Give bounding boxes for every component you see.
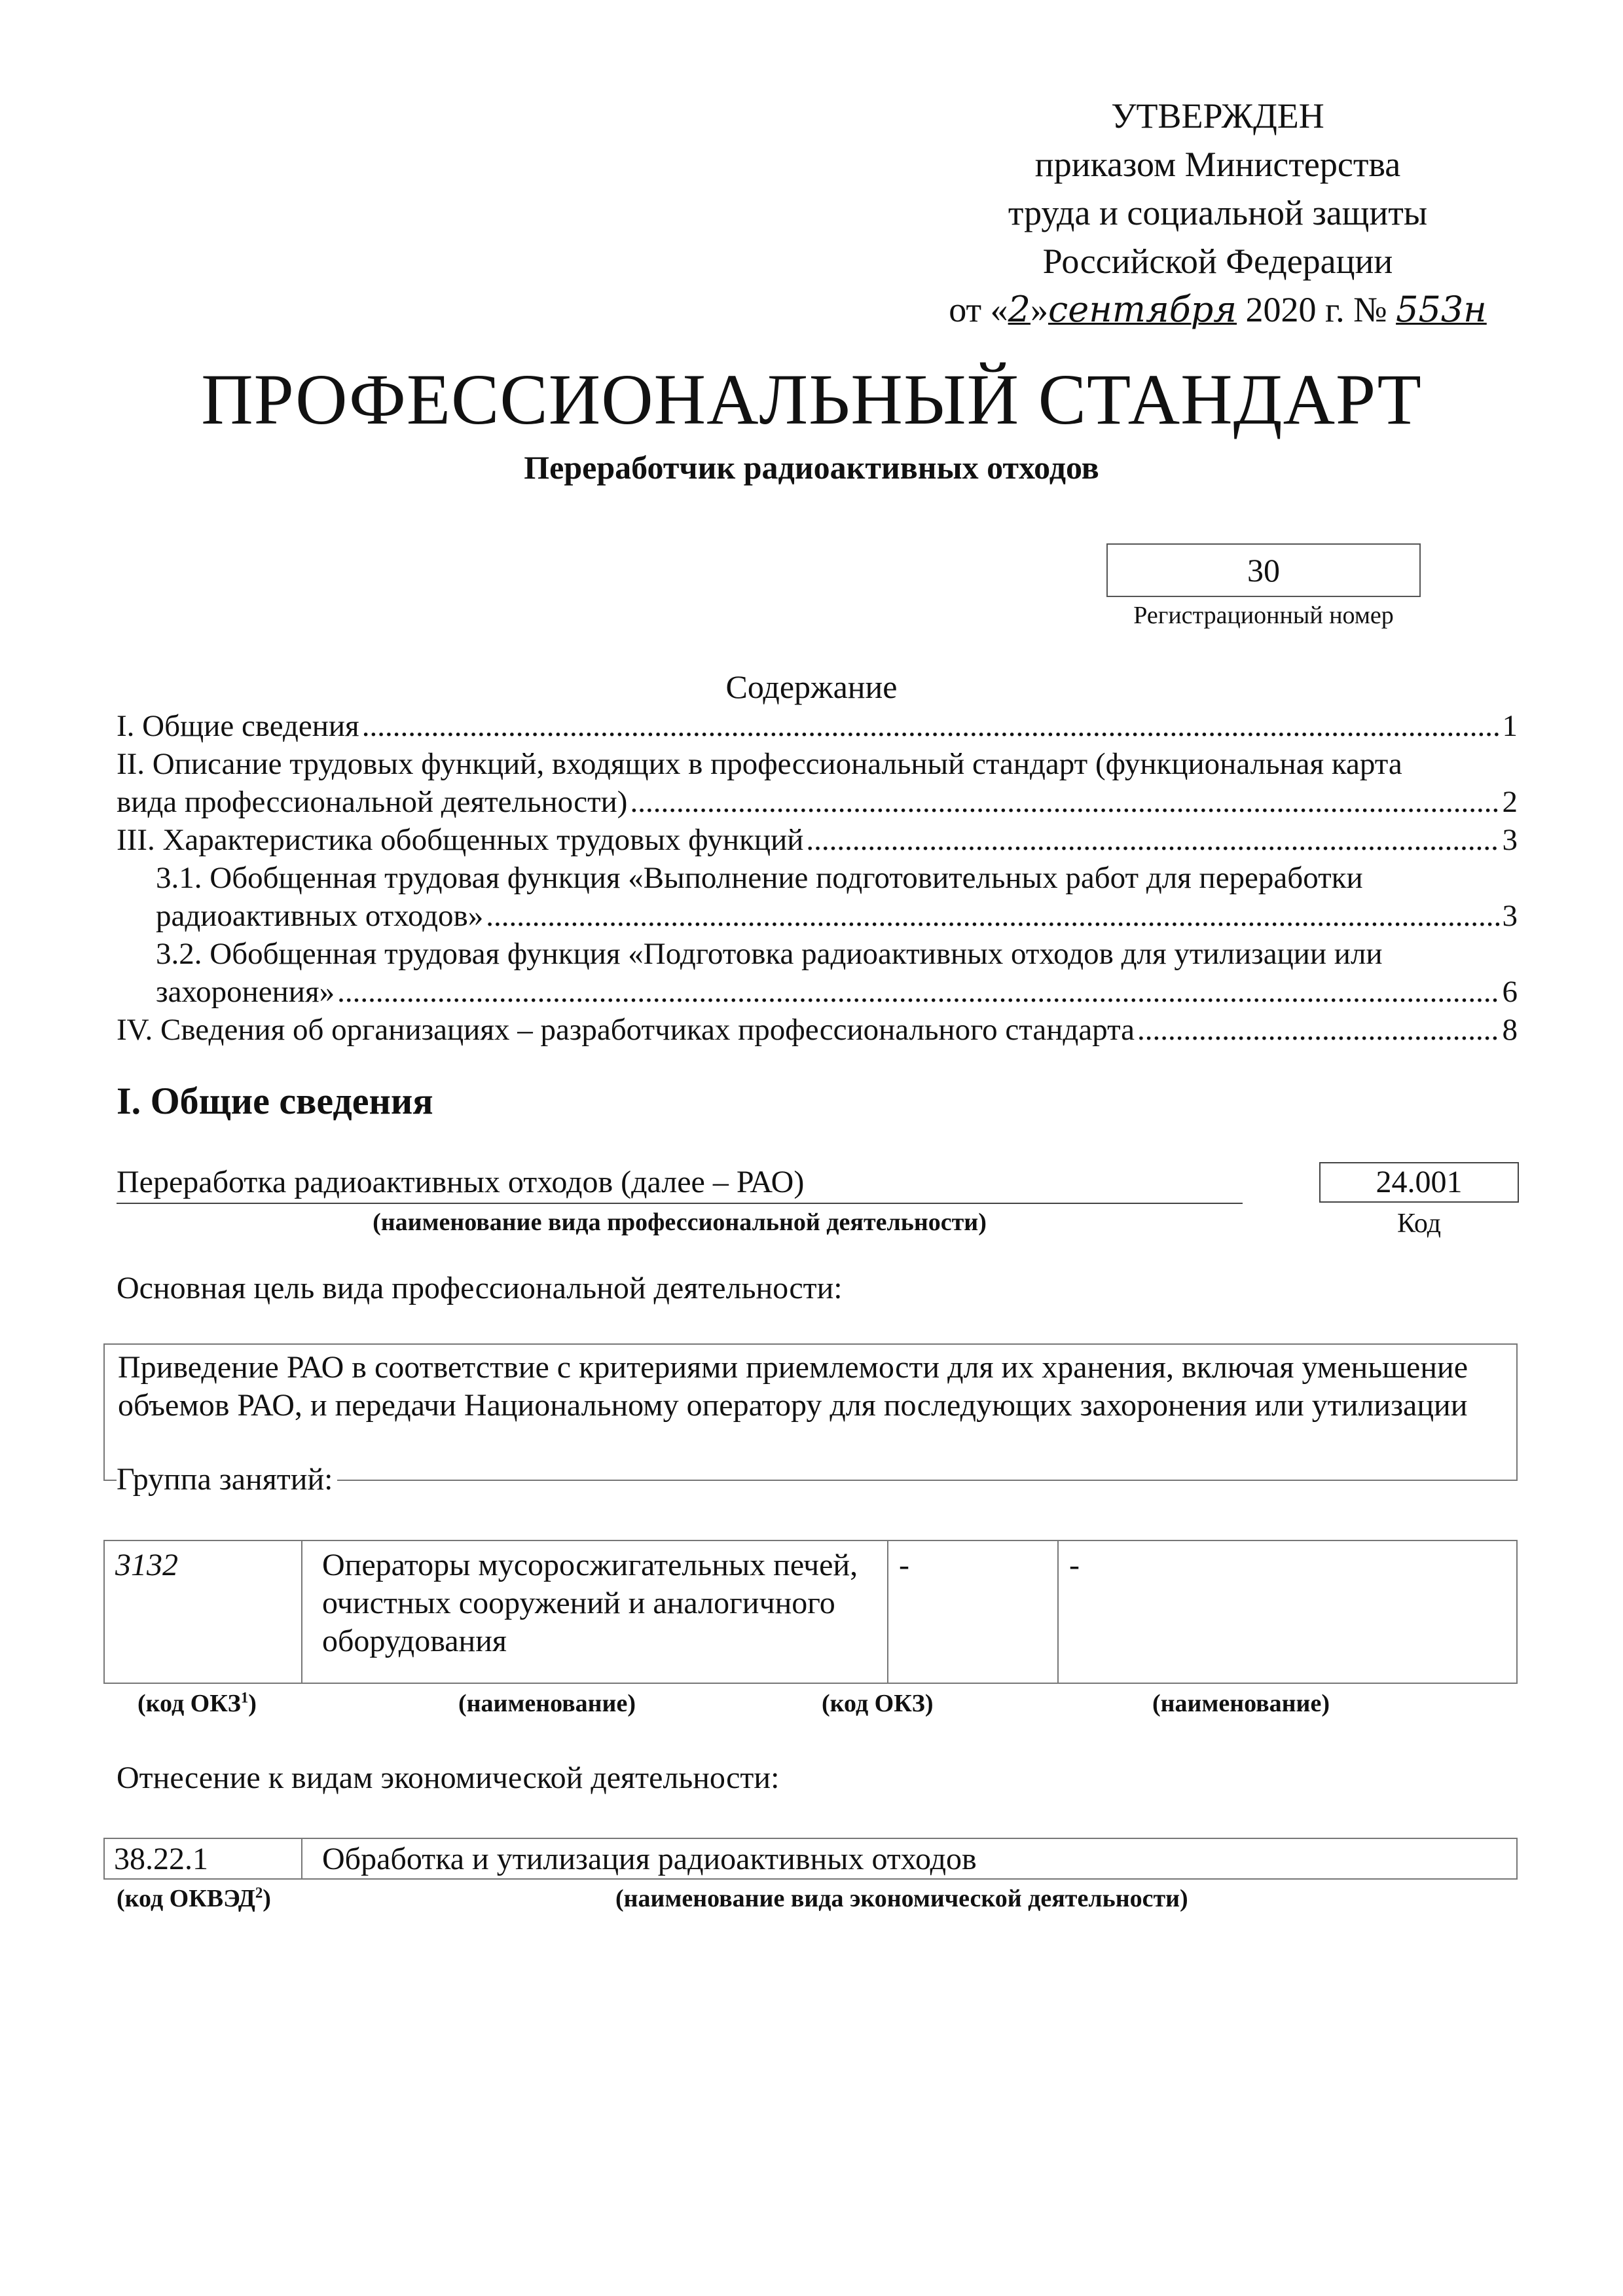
toc-item[interactable] (117, 707, 1518, 745)
okz-name-2: - (1069, 1548, 1080, 1582)
toc-item-text: I. Общие сведения (117, 709, 359, 743)
okved-name-caption: (наименование вида экономической деятельности) (615, 1885, 1188, 1912)
toc-item-page: 3 (1502, 823, 1518, 857)
toc-item-text: вида профессиональной деятельности) (117, 785, 628, 819)
approval-block (903, 92, 1532, 334)
approval-line-1: приказом Министерства (1034, 145, 1401, 184)
okz-name-1: Операторы мусоросжигательных печей, очистных сооружений и аналогичного оборудования (302, 1541, 888, 1683)
toc-item-page: 1 (1502, 709, 1518, 743)
okz-code-2: - (888, 1541, 1059, 1683)
section-title: I. Общие сведения (117, 1080, 433, 1122)
date-day: 2 (1008, 289, 1030, 330)
toc-heading: Содержание (725, 668, 898, 705)
toc-item[interactable] (117, 859, 1518, 935)
date-mid: » (1030, 290, 1048, 329)
toc-item-page: 2 (1502, 785, 1518, 819)
page-subtitle: Переработчик радиоактивных отходов (524, 449, 1099, 486)
date-month: сентября (1048, 289, 1237, 330)
toc-item-text-line1: 3.2. Обобщенная трудовая функция «Подготовка радиоактивных отходов для утилизации или (156, 937, 1383, 971)
approved-label: УТВЕРЖДЕН (1111, 96, 1324, 136)
toc-item[interactable] (117, 745, 1518, 821)
toc-item-text-line1: II. Описание трудовых функций, входящих в профессиональный стандарт (функциональная карта (117, 747, 1402, 781)
order-number: 553н (1396, 289, 1487, 330)
toc-item-text: радиоактивных отходов» (156, 899, 484, 933)
okved-name: Обработка и утилизация радиоактивных отходов (322, 1842, 977, 1876)
date-year: 2020 г. № (1245, 290, 1387, 329)
goal-text: Приведение РАО в соответствие с критериями приемлемости для их хранения, включая уменьшение объемов РАО, и передачи Национальному оператору для последующих захоронения или утилизации (103, 1343, 1518, 1481)
activity-name: Переработка радиоактивных отходов (далее – РАО) (117, 1162, 1243, 1204)
approval-line-2: труда и социальной защиты (1008, 193, 1428, 232)
toc-item-text: IV. Сведения об организациях – разработчиках профессионального стандарта (117, 1013, 1135, 1047)
toc-item[interactable] (117, 1011, 1518, 1049)
okz-code-caption: (код ОКЗ$^1$) (137, 1689, 257, 1717)
okved-code-caption: (код ОКВЭД$^2$) (117, 1884, 271, 1912)
table-of-contents (117, 707, 1518, 1049)
activity-caption: (наименование вида профессиональной деятельности) (373, 1209, 987, 1236)
approval-line-3: Российской Федерации (1042, 242, 1393, 281)
toc-item-text: захоронения» (156, 975, 335, 1009)
date-prefix: от « (949, 290, 1008, 329)
okz-table (103, 1540, 1518, 1684)
okved-code: 38.22.1 (105, 1839, 302, 1878)
toc-item-page: 3 (1502, 899, 1518, 933)
registration-caption: Регистрационный номер (1133, 602, 1394, 629)
goal-heading: Основная цель вида профессиональной деятельности: (117, 1271, 843, 1305)
okved-heading: Отнесение к видам экономической деятельности: (117, 1760, 780, 1795)
okz-code-1: 3132 (105, 1541, 302, 1683)
approval-date-line (903, 285, 1532, 334)
toc-item-page: 8 (1502, 1013, 1518, 1047)
toc-item-page: 6 (1502, 975, 1518, 1009)
page-title: ПРОФЕССИОНАЛЬНЫЙ СТАНДАРТ (201, 359, 1422, 439)
code-caption: Код (1396, 1209, 1442, 1239)
toc-item-text-line1: 3.1. Обобщенная трудовая функция «Выполнение подготовительных работ для переработки (156, 861, 1363, 895)
toc-item-text: III. Характеристика обобщенных трудовых функций (117, 823, 804, 857)
okz-name2-caption: (наименование) (1152, 1690, 1330, 1717)
okved-table (103, 1838, 1518, 1880)
okz-code2-caption: (код ОКЗ) (822, 1690, 934, 1717)
registration-number: 30 (1106, 543, 1421, 597)
group-heading: Группа занятий: (117, 1461, 337, 1497)
activity-code: 24.001 (1319, 1162, 1519, 1203)
toc-item[interactable] (117, 821, 1518, 859)
okz-name-caption: (наименование) (458, 1690, 636, 1717)
toc-item[interactable] (117, 935, 1518, 1011)
